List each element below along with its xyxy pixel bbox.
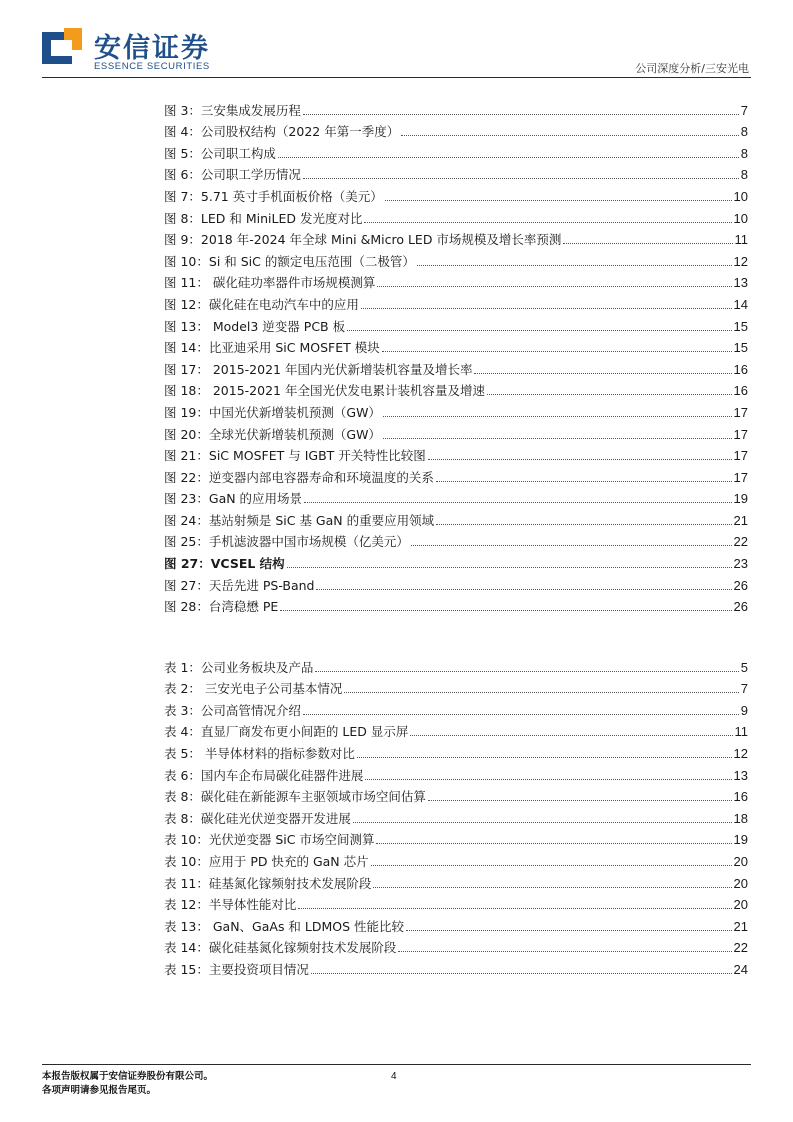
toc-entry-title: 图 17： 2015-2021 年国内光伏新增装机容量及增长率 [164, 361, 473, 377]
dot-leader [304, 502, 731, 503]
toc-page-number: 15 [733, 318, 748, 334]
dot-leader [401, 135, 739, 136]
dot-leader [436, 524, 731, 525]
dot-leader [428, 800, 732, 801]
toc-entry-title: 图 20：全球光伏新增装机预测（GW） [164, 426, 381, 442]
dot-leader [287, 567, 732, 568]
figure-toc-entry[interactable] [164, 486, 748, 508]
figure-toc-entry[interactable] [164, 399, 748, 421]
figure-toc-entry[interactable] [164, 119, 748, 141]
figure-toc-entry[interactable] [164, 270, 748, 292]
toc-page-number: 16 [733, 789, 748, 805]
table-toc-entry[interactable] [164, 762, 748, 784]
dot-leader [398, 951, 731, 952]
toc-page-number: 20 [733, 853, 748, 869]
toc-entry-title: 表 10：光伏逆变器 SiC 市场空间测算 [164, 832, 375, 848]
toc-entry-title: 图 24：基站射频是 SiC 基 GaN 的重要应用领域 [164, 512, 435, 528]
toc-page-number: 13 [733, 275, 748, 291]
toc-entry-title: 表 3：公司高管情况介绍 [164, 702, 301, 718]
dot-leader [303, 714, 739, 715]
toc-entry-title: 图 19：中国光伏新增装机预测（GW） [164, 404, 381, 420]
toc-entry-title: 表 4：直显厂商发布更小间距的 LED 显示屏 [164, 724, 409, 740]
table-toc-entry[interactable] [164, 676, 748, 698]
toc-page-number: 11 [734, 232, 748, 248]
dot-leader [417, 265, 732, 266]
toc-page-number: 16 [733, 361, 748, 377]
table-toc-entry[interactable] [164, 740, 748, 762]
toc-page-number: 10 [733, 188, 748, 204]
figure-toc-entry[interactable] [164, 162, 748, 184]
table-toc-entry[interactable] [164, 805, 748, 827]
toc-entry-title: 图 28：台湾稳懋 PE [164, 599, 279, 615]
dot-leader [303, 178, 739, 179]
toc-entry-title: 表 12：半导体性能对比 [164, 897, 297, 913]
footer-divider [42, 1064, 751, 1065]
toc-page-number: 15 [733, 340, 748, 356]
figure-toc-entry[interactable] [164, 464, 748, 486]
toc-page-number: 17 [733, 448, 748, 464]
dot-leader [357, 757, 732, 758]
dot-leader [311, 973, 732, 974]
toc-entry-title: 图 14：比亚迪采用 SiC MOSFET 模块 [164, 340, 380, 356]
figure-toc-entry[interactable] [164, 507, 748, 529]
toc-entry-title: 图 18： 2015-2021 年全国光伏发电累计装机容量及增速 [164, 383, 485, 399]
toc-page-number: 17 [733, 469, 748, 485]
table-toc-entry[interactable] [164, 654, 748, 676]
dot-leader [410, 735, 732, 736]
dot-leader [373, 887, 731, 888]
toc-entry-title: 表 5： 半导体材料的指标参数对比 [164, 745, 355, 761]
dot-leader [344, 692, 738, 693]
toc-page-number: 13 [733, 767, 748, 783]
toc-page-number: 26 [733, 599, 748, 615]
toc-page-number: 8 [740, 167, 748, 183]
table-toc-entry[interactable] [164, 697, 748, 719]
toc-entry-title: 表 11：硅基氮化镓频射技术发展阶段 [164, 875, 372, 891]
figure-toc-entry[interactable] [164, 572, 748, 594]
toc-entry-title: 图 9：2018 年-2024 年全球 Mini &Micro LED 市场规模及增长率预测 [164, 232, 562, 248]
dot-leader [406, 930, 732, 931]
toc-entry-title: 图 10：Si 和 SiC 的额定电压范围（二极管） [164, 253, 415, 269]
toc-page-number: 12 [733, 745, 748, 761]
toc-entry-title: 图 12：碳化硅在电动汽车中的应用 [164, 296, 359, 312]
toc-page-number: 9 [740, 702, 748, 718]
figure-toc-entry[interactable] [164, 205, 748, 227]
toc-page-number: 17 [733, 404, 748, 420]
toc-entry-title: 图 3：三安集成发展历程 [164, 102, 301, 118]
table-list [164, 654, 748, 978]
figure-toc-entry[interactable] [164, 183, 748, 205]
dot-leader [382, 351, 732, 352]
toc-entry-title: 表 15：主要投资项目情况 [164, 961, 309, 977]
figure-toc-entry[interactable] [164, 140, 748, 162]
toc-page-number: 26 [733, 577, 748, 593]
dot-leader [303, 114, 739, 115]
toc-entry-title: 表 8：碳化硅在新能源车主驱领域市场空间估算 [164, 789, 426, 805]
toc-page-number: 22 [733, 534, 748, 550]
table-toc-entry[interactable] [164, 848, 748, 870]
toc-entry-title: 表 2： 三安光电子公司基本情况 [164, 681, 343, 697]
toc-entry-title: 表 10：应用于 PD 快充的 GaN 芯片 [164, 853, 369, 869]
toc-entry-title: 图 13： Model3 逆变器 PCB 板 [164, 318, 346, 334]
toc-page-number: 12 [733, 253, 748, 269]
toc-page-number: 23 [733, 556, 748, 572]
toc-page-number: 19 [733, 491, 748, 507]
toc-page-number: 21 [733, 918, 748, 934]
logo-chinese-name: 安信证券 [94, 33, 210, 64]
toc-entry-title: 表 6：国内车企布局碳化硅器件进展 [164, 767, 364, 783]
toc-page-number: 14 [733, 296, 748, 312]
toc-page-number: 19 [733, 832, 748, 848]
toc-entry-title: 图 4：公司股权结构（2022 年第一季度） [164, 124, 400, 140]
header-divider [42, 77, 751, 78]
table-toc-entry[interactable] [164, 956, 748, 978]
figure-toc-entry[interactable] [164, 529, 748, 551]
table-toc-entry[interactable] [164, 913, 748, 935]
toc-page-number: 11 [734, 724, 748, 740]
toc-page-number: 10 [733, 210, 748, 226]
dot-leader [315, 671, 738, 672]
toc-page-number: 22 [733, 940, 748, 956]
toc-entry-title: 表 13： GaN、GaAs 和 LDMOS 性能比较 [164, 918, 405, 934]
dot-leader [383, 438, 732, 439]
dot-leader [361, 308, 732, 309]
dot-leader [385, 200, 732, 201]
toc-page-number: 24 [733, 961, 748, 977]
toc-page-number: 17 [733, 426, 748, 442]
toc-page-number: 7 [740, 681, 748, 697]
figure-list [164, 97, 748, 615]
toc-page-number: 21 [733, 512, 748, 528]
dot-leader [383, 416, 732, 417]
figure-toc-entry[interactable] [164, 291, 748, 313]
copyright-line: 本报告版权属于安信证券股份有限公司。 [42, 1071, 214, 1082]
logo-english-name: ESSENCE SECURITIES [94, 61, 210, 72]
dot-leader [376, 843, 731, 844]
table-toc-entry[interactable] [164, 892, 748, 914]
toc-entry-title: 图 6：公司职工学历情况 [164, 167, 301, 183]
toc-page-number: 16 [733, 383, 748, 399]
dot-leader [316, 589, 731, 590]
toc-page-number: 20 [733, 875, 748, 891]
figure-toc-entry[interactable] [164, 356, 748, 378]
figure-toc-entry[interactable] [164, 594, 748, 616]
toc-entry-title: 表 8：碳化硅光伏逆变器开发进展 [164, 810, 351, 826]
dot-leader [563, 243, 732, 244]
dot-leader [474, 373, 731, 374]
toc-entry-title: 图 22：逆变器内部电容器寿命和环境温度的关系 [164, 469, 434, 485]
table-toc-entry[interactable] [164, 870, 748, 892]
table-toc-entry[interactable] [164, 719, 748, 741]
toc-page-number: 5 [740, 659, 748, 675]
toc-entry-title: 图 23：GaN 的应用场景 [164, 491, 303, 507]
toc-entry-title: 图 25：手机滤波器中国市场规模（亿美元） [164, 534, 409, 550]
table-toc-entry[interactable] [164, 827, 748, 849]
figure-toc-entry[interactable] [164, 97, 748, 119]
dot-leader [278, 157, 739, 158]
figure-toc-entry[interactable] [164, 421, 748, 443]
toc-entry-title: 图 8：LED 和 MiniLED 发光度对比 [164, 210, 363, 226]
table-toc-entry[interactable] [164, 935, 748, 957]
figure-toc-entry[interactable] [164, 378, 748, 400]
copyright-notice [42, 1070, 213, 1098]
table-toc-entry[interactable] [164, 784, 748, 806]
toc-page-number: 8 [740, 145, 748, 161]
disclaimer-line: 各项声明请参见报告尾页。 [42, 1085, 157, 1096]
toc-entry-title: 表 14：碳化硅基氮化镓频射技术发展阶段 [164, 940, 397, 956]
dot-leader [353, 822, 732, 823]
company-logo [42, 26, 210, 74]
toc-page-number: 20 [733, 897, 748, 913]
figure-toc-entry[interactable] [164, 335, 748, 357]
report-category: 公司深度分析/三安光电 [635, 62, 749, 75]
toc-entry-title: 图 11： 碳化硅功率器件市场规模测算 [164, 275, 376, 291]
dot-leader [436, 481, 732, 482]
dot-leader [411, 545, 732, 546]
dot-leader [487, 394, 732, 395]
toc-entry-title: 表 1：公司业务板块及产品 [164, 659, 314, 675]
toc-page-number: 7 [740, 102, 748, 118]
dot-leader [377, 286, 731, 287]
dot-leader [371, 865, 732, 866]
toc-entry-title: 图 7：5.71 英寸手机面板价格（美元） [164, 188, 383, 204]
toc-page-number: 8 [740, 124, 748, 140]
dot-leader [298, 908, 731, 909]
dot-leader [365, 779, 731, 780]
logo-mark-icon [42, 28, 82, 68]
toc-entry-title: 图 27：天岳先进 PS-Band [164, 577, 315, 593]
toc-page-number: 18 [733, 810, 748, 826]
figure-toc-entry[interactable] [164, 313, 748, 335]
figure-toc-entry[interactable] [164, 443, 748, 465]
dot-leader [347, 330, 731, 331]
figure-toc-entry[interactable] [164, 248, 748, 270]
figure-toc-entry[interactable] [164, 550, 748, 572]
page-number: 4 [391, 1071, 397, 1082]
dot-leader [280, 610, 731, 611]
dot-leader [364, 222, 731, 223]
toc-entry-title: 图 21：SiC MOSFET 与 IGBT 开关特性比较图 [164, 448, 426, 464]
toc-entry-title: 图 5：公司职工构成 [164, 145, 276, 161]
figure-toc-entry[interactable] [164, 227, 748, 249]
toc-entry-title: 图 27：VCSEL 结构 [164, 556, 285, 572]
dot-leader [428, 459, 732, 460]
